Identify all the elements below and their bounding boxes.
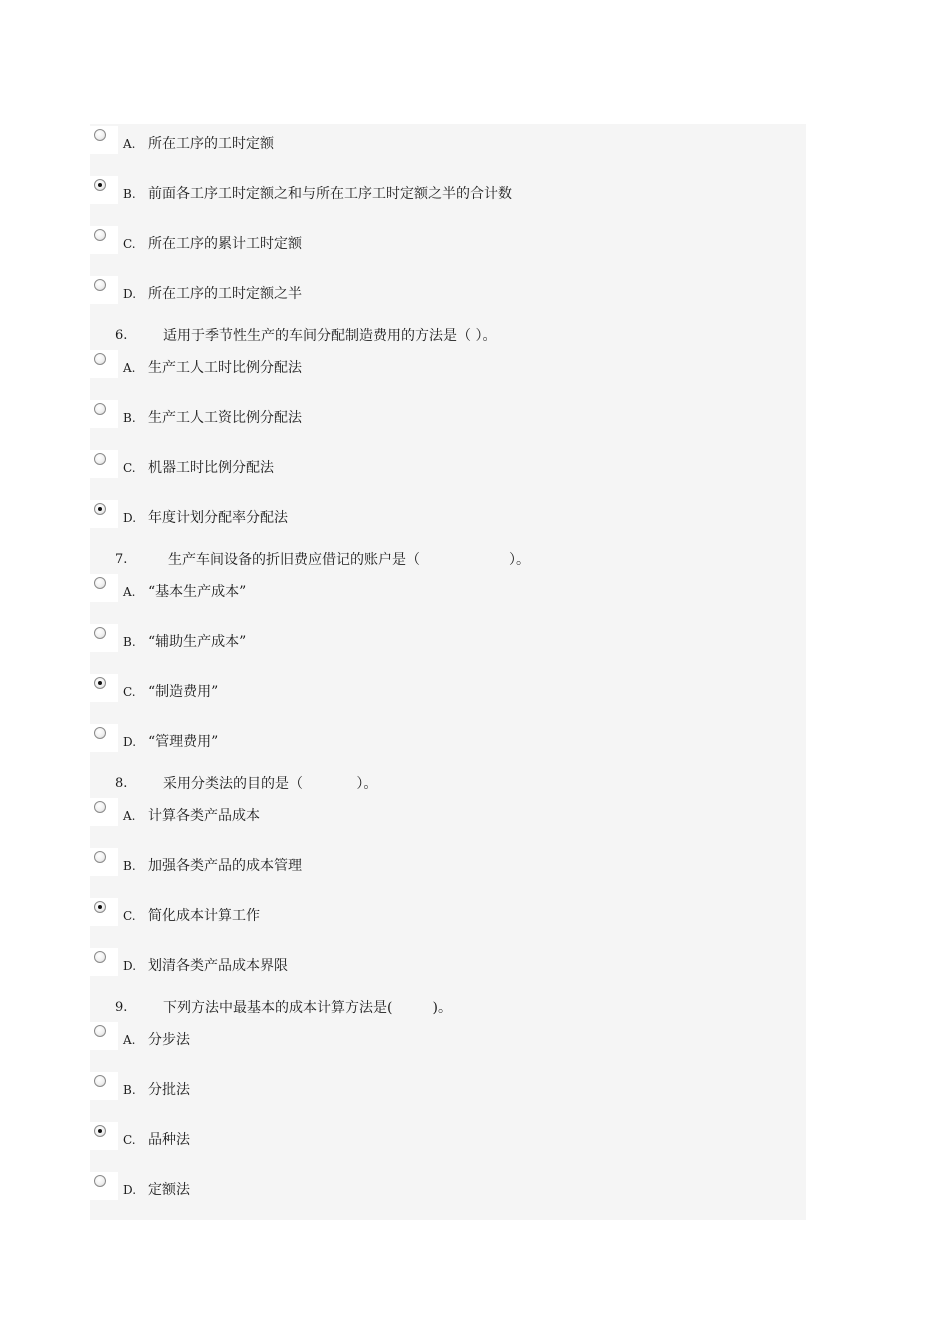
radio-cell <box>90 574 118 602</box>
option-q6-a: A. 生产工人工时比例分配法 <box>123 360 302 376</box>
radio-q6-a[interactable] <box>94 353 106 365</box>
question-text: 适用于季节性生产的车间分配制造费用的方法是（ ）。 <box>163 328 497 344</box>
radio-cell <box>90 624 118 652</box>
radio-q5-d[interactable] <box>94 279 106 291</box>
radio-q8-c[interactable] <box>94 901 106 913</box>
radio-q5-a[interactable] <box>94 129 106 141</box>
radio-cell <box>90 798 118 826</box>
option-q9-a: A. 分步法 <box>123 1032 190 1048</box>
option-q7-a: A. “基本生产成本” <box>123 584 247 600</box>
question-number: 8. <box>115 776 128 791</box>
option-q9-c: C. 品种法 <box>123 1132 190 1148</box>
radio-q5-b[interactable] <box>94 179 106 191</box>
option-q8-c: C. 简化成本计算工作 <box>123 908 260 924</box>
radio-q6-b[interactable] <box>94 403 106 415</box>
radio-cell <box>90 948 118 976</box>
option-q5-d: D. 所在工序的工时定额之半 <box>123 286 302 302</box>
question-number: 6. <box>115 328 128 343</box>
radio-cell <box>90 226 118 254</box>
option-q6-c: C. 机器工时比例分配法 <box>123 460 274 476</box>
option-q7-b: B. “辅助生产成本” <box>123 634 247 650</box>
radio-q7-c[interactable] <box>94 677 106 689</box>
radio-q9-c[interactable] <box>94 1125 106 1137</box>
radio-cell <box>90 1022 118 1050</box>
radio-q9-b[interactable] <box>94 1075 106 1087</box>
radio-q7-a[interactable] <box>94 577 106 589</box>
radio-q6-d[interactable] <box>94 503 106 515</box>
radio-q6-c[interactable] <box>94 453 106 465</box>
option-q9-d: D. 定额法 <box>123 1182 190 1198</box>
option-q7-c: C. “制造费用” <box>123 684 219 700</box>
radio-q8-d[interactable] <box>94 951 106 963</box>
radio-cell <box>90 276 118 304</box>
option-q5-c: C. 所在工序的累计工时定额 <box>123 236 302 252</box>
radio-cell <box>90 500 118 528</box>
question-number: 9. <box>115 1000 128 1015</box>
radio-q8-b[interactable] <box>94 851 106 863</box>
radio-q8-a[interactable] <box>94 801 106 813</box>
option-q7-d: D. “管理费用” <box>123 734 219 750</box>
question-text: 下列方法中最基本的成本计算方法是( )。 <box>163 1000 452 1016</box>
option-q5-a: A. 所在工序的工时定额 <box>123 136 274 152</box>
radio-cell <box>90 400 118 428</box>
option-q5-b: B. 前面各工序工时定额之和与所在工序工时定额之半的合计数 <box>123 186 512 202</box>
option-q6-b: B. 生产工人工资比例分配法 <box>123 410 302 426</box>
radio-cell <box>90 450 118 478</box>
radio-cell <box>90 1072 118 1100</box>
radio-cell <box>90 126 118 154</box>
radio-cell <box>90 724 118 752</box>
option-q6-d: D. 年度计划分配率分配法 <box>123 510 288 526</box>
option-q8-b: B. 加强各类产品的成本管理 <box>123 858 302 874</box>
radio-cell <box>90 898 118 926</box>
question-text: 采用分类法的目的是（ ）。 <box>163 776 378 792</box>
radio-cell <box>90 674 118 702</box>
radio-q7-d[interactable] <box>94 727 106 739</box>
option-q8-a: A. 计算各类产品成本 <box>123 808 260 824</box>
radio-cell <box>90 1172 118 1200</box>
question-number: 7. <box>115 552 128 567</box>
radio-q9-a[interactable] <box>94 1025 106 1037</box>
radio-q9-d[interactable] <box>94 1175 106 1187</box>
radio-q7-b[interactable] <box>94 627 106 639</box>
radio-cell <box>90 350 118 378</box>
radio-cell <box>90 176 118 204</box>
option-q8-d: D. 划清各类产品成本界限 <box>123 958 288 974</box>
radio-cell <box>90 848 118 876</box>
radio-q5-c[interactable] <box>94 229 106 241</box>
question-text: 生产车间设备的折旧费应借记的账户是（ ）。 <box>168 552 531 568</box>
option-q9-b: B. 分批法 <box>123 1082 190 1098</box>
radio-cell <box>90 1122 118 1150</box>
